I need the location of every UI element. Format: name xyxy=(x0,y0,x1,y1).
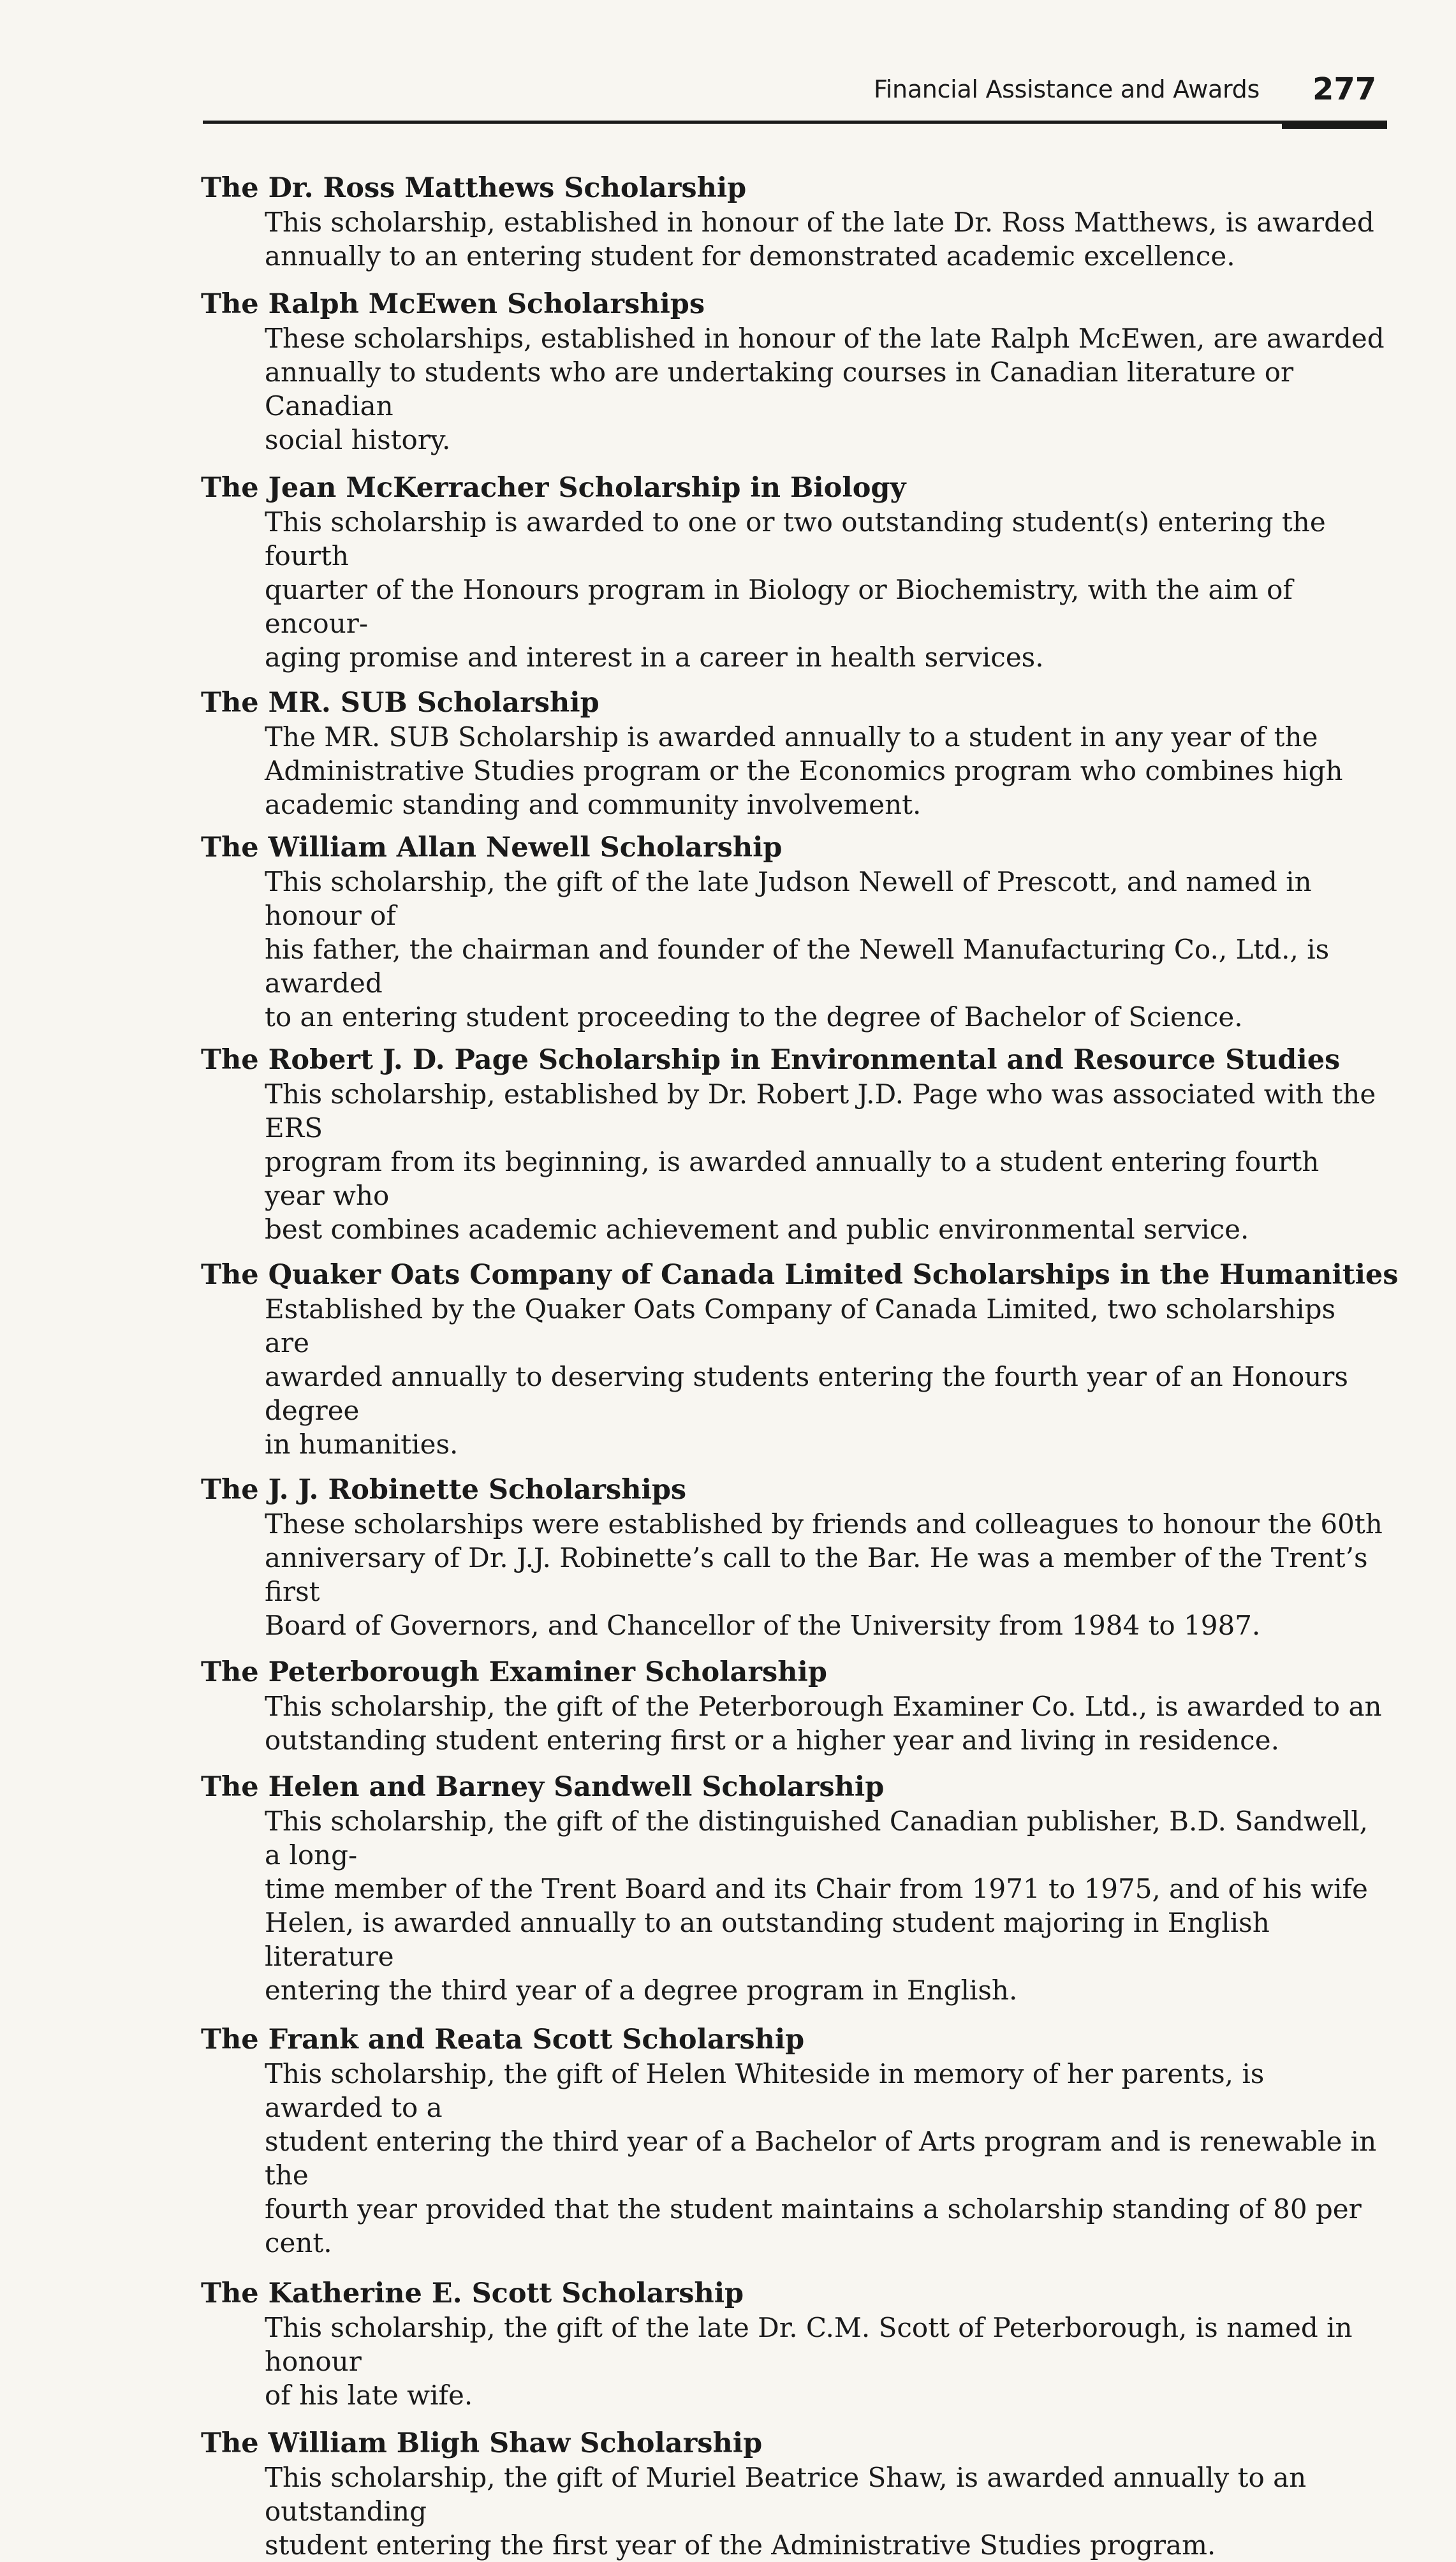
scholarship-title: The Helen and Barney Sandwell Scholarship xyxy=(201,1771,885,1803)
scholarship-description-line: in humanities. xyxy=(265,1429,459,1460)
scholarship-entry xyxy=(201,287,1400,457)
scholarship-description-line: This scholarship, the gift of Helen Whiteside in memory of her parents, is awarded to a xyxy=(265,2058,1265,2123)
scholarship-description-line: The MR. SUB Scholarship is awarded annually to a student in any year of the xyxy=(265,721,1318,753)
scholarship-entry xyxy=(201,1043,1400,1246)
scholarship-description-line: of his late wife. xyxy=(265,2380,473,2411)
scholarship-description-line: outstanding student entering first or a higher year and living in residence. xyxy=(265,1725,1279,1756)
scholarship-description-line: Administrative Studies program or the Economics program who combines high xyxy=(265,755,1343,786)
scholarship-description-line: academic standing and community involvement. xyxy=(265,789,922,820)
scholarship-title: The Katherine E. Scott Scholarship xyxy=(201,2278,744,2309)
header-rule-tab xyxy=(1282,121,1387,129)
scholarship-description-line: Helen, is awarded annually to an outstanding student majoring in English literature xyxy=(265,1907,1270,1972)
scholarship-entry xyxy=(201,1473,1400,1642)
scholarship-title: The Dr. Ross Matthews Scholarship xyxy=(201,172,747,204)
scholarship-description-line: This scholarship, the gift of the late Judson Newell of Prescott, and named in honour of xyxy=(265,866,1312,931)
scholarship-entry xyxy=(201,2426,1400,2562)
scholarship-description-line: to an entering student proceeding to the degree of Bachelor of Science. xyxy=(265,1001,1243,1033)
scholarship-entry xyxy=(201,471,1400,674)
scholarship-description-line: student entering the first year of the Administrative Studies program. xyxy=(265,2529,1216,2561)
scholarship-description-line: This scholarship, the gift of the Peterborough Examiner Co. Ltd., is awarded to an xyxy=(265,1691,1382,1722)
scholarship-list xyxy=(201,161,1400,2562)
scholarship-description-line: Established by the Quaker Oats Company of Canada Limited, two scholarships are xyxy=(265,1293,1336,1358)
scholarship-entry xyxy=(201,1770,1400,2007)
scholarship-description-line: This scholarship, established in honour of the late Dr. Ross Matthews, is awarded xyxy=(265,207,1374,238)
scholarship-entry xyxy=(201,2276,1400,2412)
scholarship-description-line: This scholarship, the gift of the late Dr. C.M. Scott of Peterborough, is named in honour xyxy=(265,2312,1353,2377)
scholarship-description-line: This scholarship, the gift of Muriel Beatrice Shaw, is awarded annually to an outstanding xyxy=(265,2462,1307,2527)
scholarship-description-line: These scholarships were established by friends and colleagues to honour the 60th xyxy=(265,1508,1383,1540)
scholarship-title: The Peterborough Examiner Scholarship xyxy=(201,1656,827,1688)
scholarship-description-line: Board of Governors, and Chancellor of the University from 1984 to 1987. xyxy=(265,1610,1261,1641)
scholarship-title: The J. J. Robinette Scholarships xyxy=(201,1474,687,1506)
scholarship-description-line: student entering the third year of a Bachelor of Arts program and is renewable in the xyxy=(265,2126,1377,2191)
scholarship-description-line: fourth year provided that the student maintains a scholarship standing of 80 per cent. xyxy=(265,2193,1362,2258)
scholarship-title: The William Allan Newell Scholarship xyxy=(201,832,783,864)
scholarship-title: The Frank and Reata Scott Scholarship xyxy=(201,2024,805,2056)
scholarship-description-line: best combines academic achievement and public environmental service. xyxy=(265,1214,1249,1245)
scholarship-description-line: entering the third year of a degree program in English. xyxy=(265,1975,1018,2006)
scholarship-title: The Quaker Oats Company of Canada Limited Scholarships in the Humanities xyxy=(201,1259,1399,1291)
scholarship-description-line: anniversary of Dr. J.J. Robinette’s call to the Bar. He was a member of the Trent’s first xyxy=(265,1542,1368,1607)
scholarship-description-line: annually to an entering student for demonstrated academic excellence. xyxy=(265,240,1235,272)
page-number: 277 xyxy=(1313,71,1377,107)
scholarship-description-line: annually to students who are undertaking courses in Canadian literature or Canadian xyxy=(265,357,1294,422)
header-rule xyxy=(203,121,1387,124)
scholarship-entry xyxy=(201,686,1400,821)
scholarship-entry xyxy=(201,171,1400,273)
scholarship-description-line: quarter of the Honours program in Biology or Biochemistry, with the aim of encour- xyxy=(265,574,1293,639)
scholarship-entry xyxy=(201,1655,1400,1757)
scholarship-description-line: This scholarship, established by Dr. Robert J.D. Page who was associated with the ERS xyxy=(265,1079,1376,1144)
scholarship-entry xyxy=(201,830,1400,1034)
scholarship-description-line: social history. xyxy=(265,424,451,455)
scholarship-entry xyxy=(201,2022,1400,2260)
scholarship-description-line: These scholarships, established in honour of the late Ralph McEwen, are awarded xyxy=(265,323,1385,354)
running-head: Financial Assistance and Awards xyxy=(873,75,1260,103)
scholarship-title: The Ralph McEwen Scholarships xyxy=(201,288,705,320)
scholarship-description-line: aging promise and interest in a career in health services. xyxy=(265,642,1044,673)
scholarship-description-line: This scholarship is awarded to one or two outstanding student(s) entering the fourth xyxy=(265,506,1326,571)
scholarship-description-line: This scholarship, the gift of the distinguished Canadian publisher, B.D. Sandwell, a long- xyxy=(265,1806,1369,1871)
scholarship-description-line: program from its beginning, is awarded annually to a student entering fourth year who xyxy=(265,1146,1320,1211)
scholarship-title: The Jean McKerracher Scholarship in Biology xyxy=(201,472,906,504)
scholarship-description-line: awarded annually to deserving students entering the fourth year of an Honours degree xyxy=(265,1361,1348,1426)
scholarship-title: The Robert J. D. Page Scholarship in Environmental and Resource Studies xyxy=(201,1044,1341,1076)
scholarship-description-line: his father, the chairman and founder of the Newell Manufacturing Co., Ltd., is awarded xyxy=(265,934,1330,999)
scholarship-title: The MR. SUB Scholarship xyxy=(201,687,599,719)
scholarship-entry xyxy=(201,1258,1400,1461)
scholarship-description-line: time member of the Trent Board and its Chair from 1971 to 1975, and of his wife xyxy=(265,1873,1368,1904)
scholarship-title: The William Bligh Shaw Scholarship xyxy=(201,2427,763,2459)
